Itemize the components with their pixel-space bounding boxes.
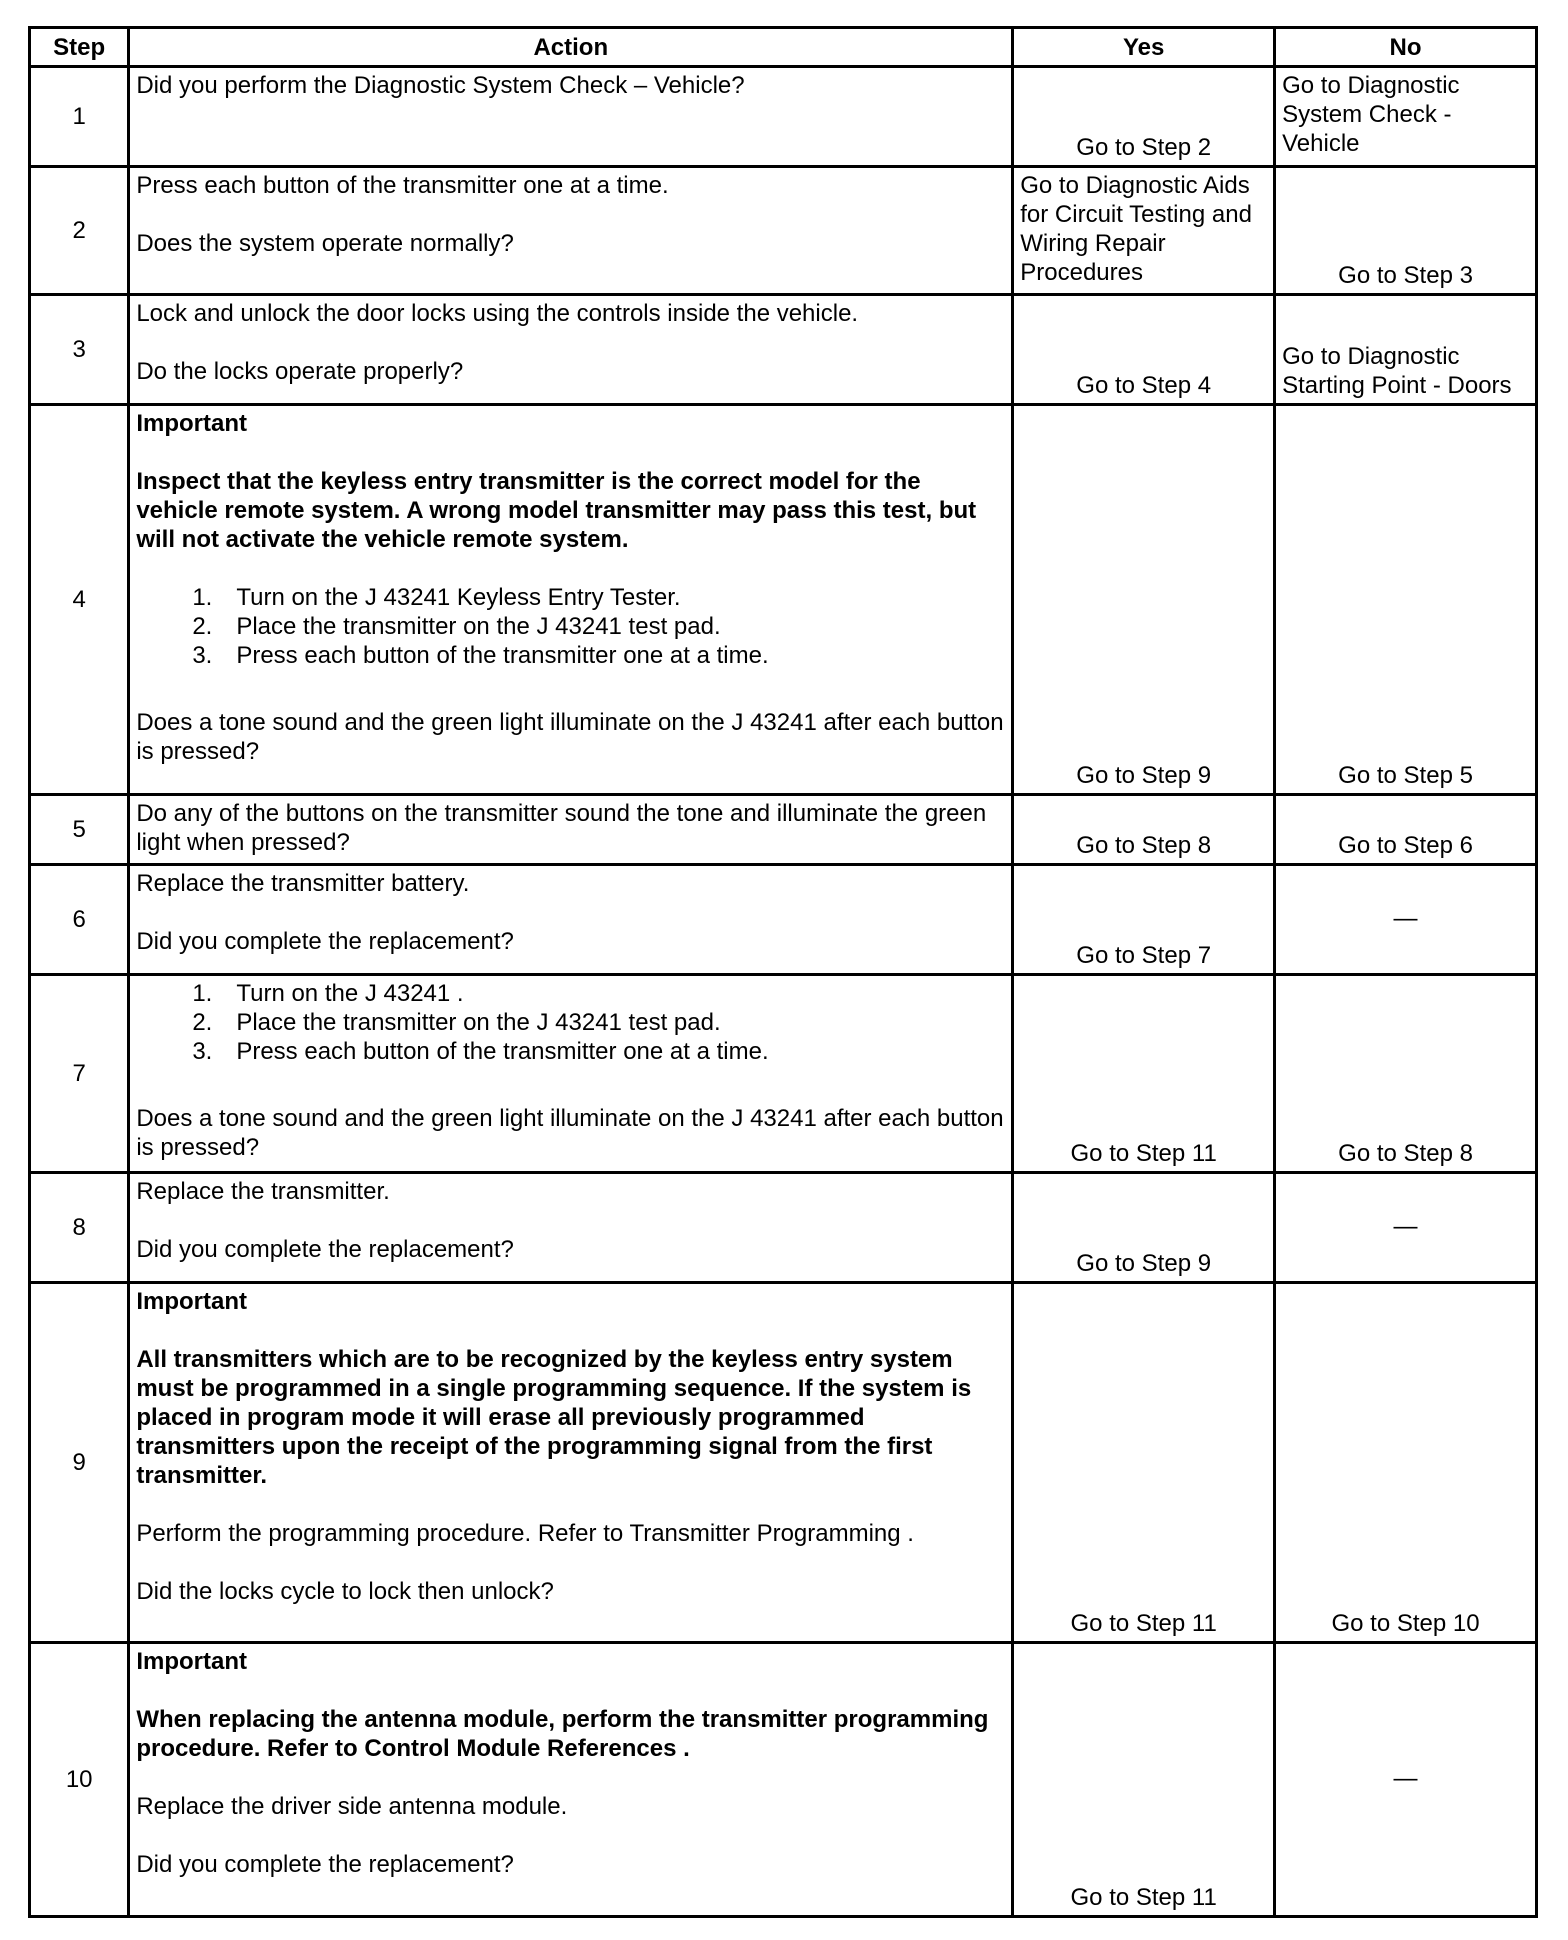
step-number: 10 [30,1643,129,1917]
no-cell: Go to Diagnostic Starting Point - Doors [1275,295,1537,405]
list-item: 2. Place the transmitter on the J 43241 test pad. [192,1009,721,1036]
important-text: All transmitters which are to be recognized by the keyless entry system must be programmed in a single programming sequence. If the system is placed in program mode it will erase all previously programmed transmitters upon the receipt of the programming signal from the first transmitter. [136,1346,972,1489]
action-cell [129,1283,1013,1643]
action-question: Does a tone sound and the green light illuminate on the J 43241 after each button is pressed? [136,709,1004,765]
no-cell: Go to Diagnostic System Check - Vehicle [1275,67,1537,167]
action-text: Replace the transmitter. [136,1178,390,1205]
table-row [30,1643,1537,1917]
action-text: Press each button of the transmitter one at a time. [136,172,669,199]
action-text: Did you perform the Diagnostic System Check – Vehicle? [136,72,745,99]
action-question: Did you complete the replacement? [136,928,514,955]
step-number: 7 [30,975,129,1173]
table-row [30,975,1537,1173]
action-question: Do the locks operate properly? [136,358,464,385]
step-number: 2 [30,167,129,295]
action-cell [129,1173,1013,1283]
yes-cell: Go to Step 11 [1013,975,1275,1173]
action-text: Replace the driver side antenna module. [136,1793,568,1820]
action-cell [129,167,1013,295]
table-row [30,865,1537,975]
step-number: 8 [30,1173,129,1283]
procedure-list [136,979,1005,1066]
important-text: When replacing the antenna module, perform the transmitter programming procedure. Refer to Control Module References . [136,1706,989,1762]
yes-cell: Go to Step 11 [1013,1643,1275,1917]
table-row [30,67,1537,167]
important-label: Important [136,1648,247,1675]
step-number: 4 [30,405,129,795]
yes-cell: Go to Step 9 [1013,1173,1275,1283]
no-cell: — [1275,1173,1537,1283]
action-cell [129,865,1013,975]
step-number: 5 [30,795,129,865]
yes-cell: Go to Step 8 [1013,795,1275,865]
header-no: No [1275,28,1537,67]
no-cell: Go to Step 6 [1275,795,1537,865]
table-row [30,405,1537,795]
action-cell [129,67,1013,167]
header-action: Action [129,28,1013,67]
yes-cell: Go to Step 7 [1013,865,1275,975]
action-text: Lock and unlock the door locks using the controls inside the vehicle. [136,300,859,327]
step-number: 3 [30,295,129,405]
header-yes: Yes [1013,28,1275,67]
no-cell: Go to Step 10 [1275,1283,1537,1643]
action-question: Does the system operate normally? [136,230,514,257]
list-item: 3. Press each button of the transmitter one at a time. [192,1038,769,1065]
no-cell: Go to Step 8 [1275,975,1537,1173]
action-cell [129,405,1013,795]
action-cell [129,795,1013,865]
list-item: 3. Press each button of the transmitter one at a time. [192,642,769,669]
yes-cell: Go to Step 9 [1013,405,1275,795]
important-text: Inspect that the keyless entry transmitter is the correct model for the vehicle remote system. A wrong model transmitter may pass this test, but will not activate the vehicle remote system. [136,468,977,553]
diagnostic-table [28,26,1538,1918]
step-number: 9 [30,1283,129,1643]
step-number: 1 [30,67,129,167]
action-question: Did you complete the replacement? [136,1851,514,1878]
step-number: 6 [30,865,129,975]
action-cell [129,975,1013,1173]
action-question: Did the locks cycle to lock then unlock? [136,1578,554,1605]
table-row [30,295,1537,405]
action-text: Do any of the buttons on the transmitter sound the tone and illuminate the green light when pressed? [136,800,987,856]
action-question: Did you complete the replacement? [136,1236,514,1263]
no-cell: Go to Step 3 [1275,167,1537,295]
yes-cell: Go to Step 2 [1013,67,1275,167]
action-text: Perform the programming procedure. Refer to Transmitter Programming . [136,1520,914,1547]
header-step: Step [30,28,129,67]
list-item: 1. Turn on the J 43241 . [192,980,464,1007]
no-cell: Go to Step 5 [1275,405,1537,795]
no-cell: — [1275,1643,1537,1917]
no-cell: — [1275,865,1537,975]
list-item: 1. Turn on the J 43241 Keyless Entry Tester. [192,584,681,611]
list-item: 2. Place the transmitter on the J 43241 test pad. [192,613,721,640]
table-row [30,1283,1537,1643]
table-row [30,1173,1537,1283]
action-question: Does a tone sound and the green light illuminate on the J 43241 after each button is pressed? [136,1105,1004,1161]
action-text: Replace the transmitter battery. [136,870,470,897]
action-cell [129,295,1013,405]
table-row [30,167,1537,295]
important-label: Important [136,410,247,437]
yes-cell: Go to Diagnostic Aids for Circuit Testing and Wiring Repair Procedures [1013,167,1275,295]
important-label: Important [136,1288,247,1315]
procedure-list [136,583,1005,670]
table-row [30,795,1537,865]
yes-cell: Go to Step 4 [1013,295,1275,405]
action-cell [129,1643,1013,1917]
header-row [30,28,1537,67]
yes-cell: Go to Step 11 [1013,1283,1275,1643]
